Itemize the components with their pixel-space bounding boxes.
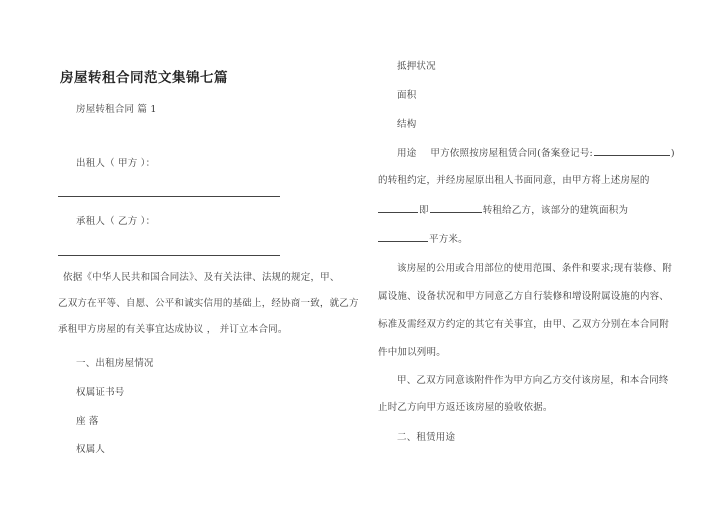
handover-line-2: 止时乙方向甲方返还该房屋的验收依据。 [378,402,553,413]
facilities-line-4: 件中加以列明。 [378,347,446,358]
field-structure: 结构 [397,119,417,130]
usage-line-1 [397,146,675,160]
section2-heading: 二、租赁用途 [397,432,456,443]
registration-number-blank [594,146,670,156]
field-area: 面积 [397,90,417,101]
preamble-line-3: 承租甲方房屋的有关事宜达成协议 ， 并订立本合同。 [58,324,288,335]
usage-line-1-text: 甲方依照按房屋租赁合同(备案登记号: [430,148,593,159]
field-mortgage: 抵押状况 [397,61,436,72]
room-blank-2 [430,203,482,213]
usage-line-3 [378,203,628,217]
usage-line-1-end: ) [670,148,675,159]
usage-label: 用途 [397,148,417,159]
lessee-blank-line [58,255,280,256]
preamble-line-1: 依据《中华人民共和国合同法》、及有关法律、法规的规定，甲、 [63,272,340,283]
right-column [378,0,678,508]
lessee-label: 承租人（ 乙方 ）： [76,216,156,227]
field-owner: 权属人 [76,444,106,455]
facilities-line-3: 标准及需经双方约定的其它有关事宜，由甲、乙双方分别在本合同附 [378,319,670,330]
section1-heading: 一、出租房屋情况 [76,358,154,369]
facilities-line-2: 属设施、设备状况和甲方同意乙方自行装修和增设附属设施的内容、 [378,291,670,302]
handover-line-1: 甲、乙双方同意该附件作为甲方向乙方交付该房屋，和本合同终 [397,375,669,386]
facilities-line-1: 该房屋的公用或合用部位的使用范围、条件和要求;现有装修、附 [397,263,673,274]
preamble-line-2: 乙双方在平等、自愿、公平和诚实信用的基础上，经协商一致，就乙方 [58,298,359,309]
contract-subtitle: 房屋转租合同 篇 1 [76,104,157,115]
left-column [58,0,358,508]
usage-line-3-end: 转租给乙方，该部分的建筑面积为 [482,205,629,216]
usage-line-4 [378,232,468,246]
field-ownership-cert: 权属证书号 [76,387,125,398]
usage-line-2: 的转租约定，并经房屋原出租人书面同意，由甲方将上述房屋的 [378,175,650,186]
usage-line-3-mid: 即 [419,205,429,216]
lessor-label: 出租人（ 甲方 ）： [76,158,156,169]
usage-line-4-end: 平方米。 [429,234,468,245]
document-title: 房屋转租合同范文集锦七篇 [60,70,228,86]
area-blank [378,232,428,242]
room-blank-1 [378,203,418,213]
field-location: 座 落 [76,416,99,427]
lessor-blank-line [58,196,280,197]
